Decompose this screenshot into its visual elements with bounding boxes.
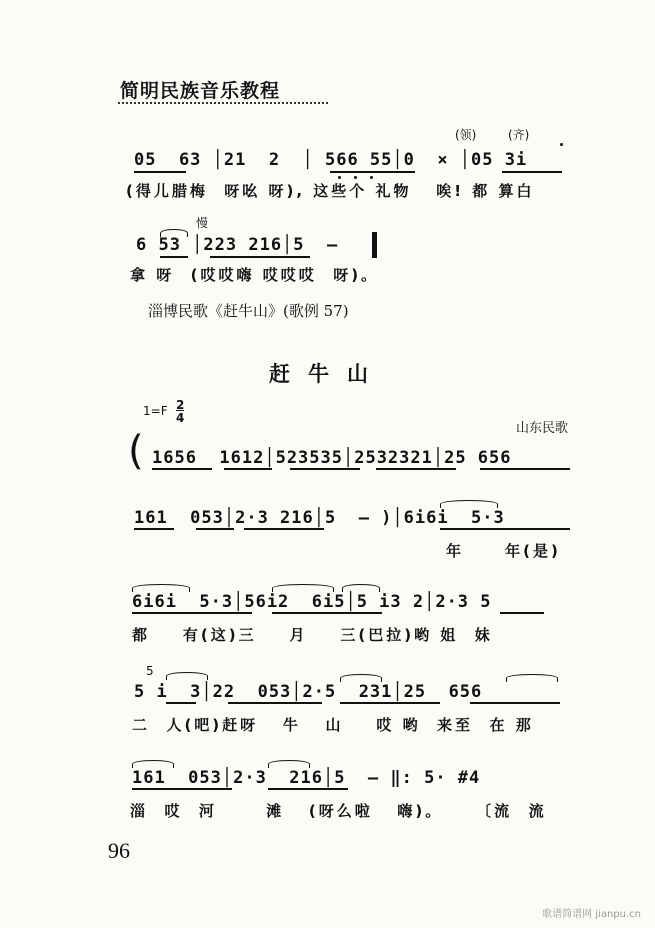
beam (268, 788, 348, 790)
beam (500, 612, 544, 614)
beam (196, 528, 234, 530)
song-title: 赶牛山 (269, 362, 386, 386)
slur (166, 672, 208, 680)
final-barline (372, 232, 377, 258)
beam (210, 256, 310, 258)
example1-lyrics-line-1: (得儿腊梅 呀吆 呀), 这些个 礼物 唉! 都 算白 (126, 182, 535, 200)
slur (272, 584, 334, 592)
repeat-parenthesis-open: ( (128, 428, 144, 474)
score-line-2-lyrics: 年 年(是) (446, 542, 561, 560)
score-line-3-notation: 6i6i 5·3│56i2 6i5│5 i3 2│2·3 5 (132, 592, 492, 612)
beam (134, 528, 174, 530)
beam (470, 702, 560, 704)
slur (440, 500, 498, 508)
slur (132, 760, 174, 768)
beam (502, 171, 562, 173)
time-signature-top: 2 (176, 398, 185, 412)
beam (340, 702, 440, 704)
beam (134, 171, 186, 173)
octave-dot (338, 176, 341, 179)
beam (330, 171, 415, 173)
song-source: 山东民歌 (516, 421, 569, 436)
book-title: 简明民族音乐教程 (120, 80, 281, 102)
example1-notation-line-1: 05 63 │21 2 │ 566 55│0 × │05 3i (134, 150, 528, 170)
example1-lyrics-line-2: 拿 呀 (哎哎嗨 哎哎哎 呀)。 (130, 266, 380, 284)
key-signature: 1=F (143, 404, 168, 418)
slur (132, 584, 190, 592)
slur (160, 229, 188, 237)
score-line-3-lyrics: 都 有(这)三 月 三(巴拉)哟 姐 妹 (132, 626, 493, 644)
slur (342, 584, 380, 592)
beam (224, 468, 272, 470)
tempo-mark: 慢 (196, 216, 209, 230)
octave-dot (354, 176, 357, 179)
header-divider (118, 102, 328, 104)
beam (228, 702, 322, 704)
slur (268, 760, 310, 768)
score-line-4-notation: 5 i 3│22 053│2·5 231│25 656 (134, 682, 483, 702)
beam (290, 468, 360, 470)
octave-dot (560, 143, 563, 146)
score-line-5-lyrics: 淄 哎 河 滩 (呀么啦 嗨)。 〔流 流 (130, 802, 547, 820)
grace-note: 5 (146, 664, 154, 678)
beam (376, 468, 456, 470)
score-line-4-lyrics: 二 人(吧)赶呀 牛 山 哎 哟 来至 在 那 (132, 716, 534, 734)
beam (166, 702, 196, 704)
beam (132, 612, 252, 614)
beam (480, 468, 570, 470)
beam (132, 788, 232, 790)
page-number: 96 (108, 838, 130, 863)
beam (272, 612, 382, 614)
slur (506, 674, 558, 682)
site-watermark: 歌谱简谱网 jianpu.cn (542, 909, 641, 920)
beam (160, 256, 188, 258)
score-line-2-notation: 161 053│2·3 216│5 — )│6i6i 5·3 (134, 508, 505, 528)
cue-lead: (领) (455, 128, 477, 142)
score-line-5-notation: 161 053│2·3 216│5 — ‖: 5· #4 (132, 768, 481, 788)
example1-notation-line-2: 6 53 │223 216│5 — (136, 235, 339, 255)
octave-dot (370, 176, 373, 179)
slur (340, 674, 382, 682)
example-caption: 淄博民歌《赶牛山》(歌例 57) (148, 302, 349, 320)
beam (440, 528, 570, 530)
score-line-1-notation: 1656 1612│523535│2532321│25 656 (152, 448, 512, 468)
beam (244, 528, 324, 530)
time-signature-bottom: 4 (176, 411, 185, 425)
beam (152, 468, 212, 470)
cue-chorus: (齐) (508, 128, 530, 142)
